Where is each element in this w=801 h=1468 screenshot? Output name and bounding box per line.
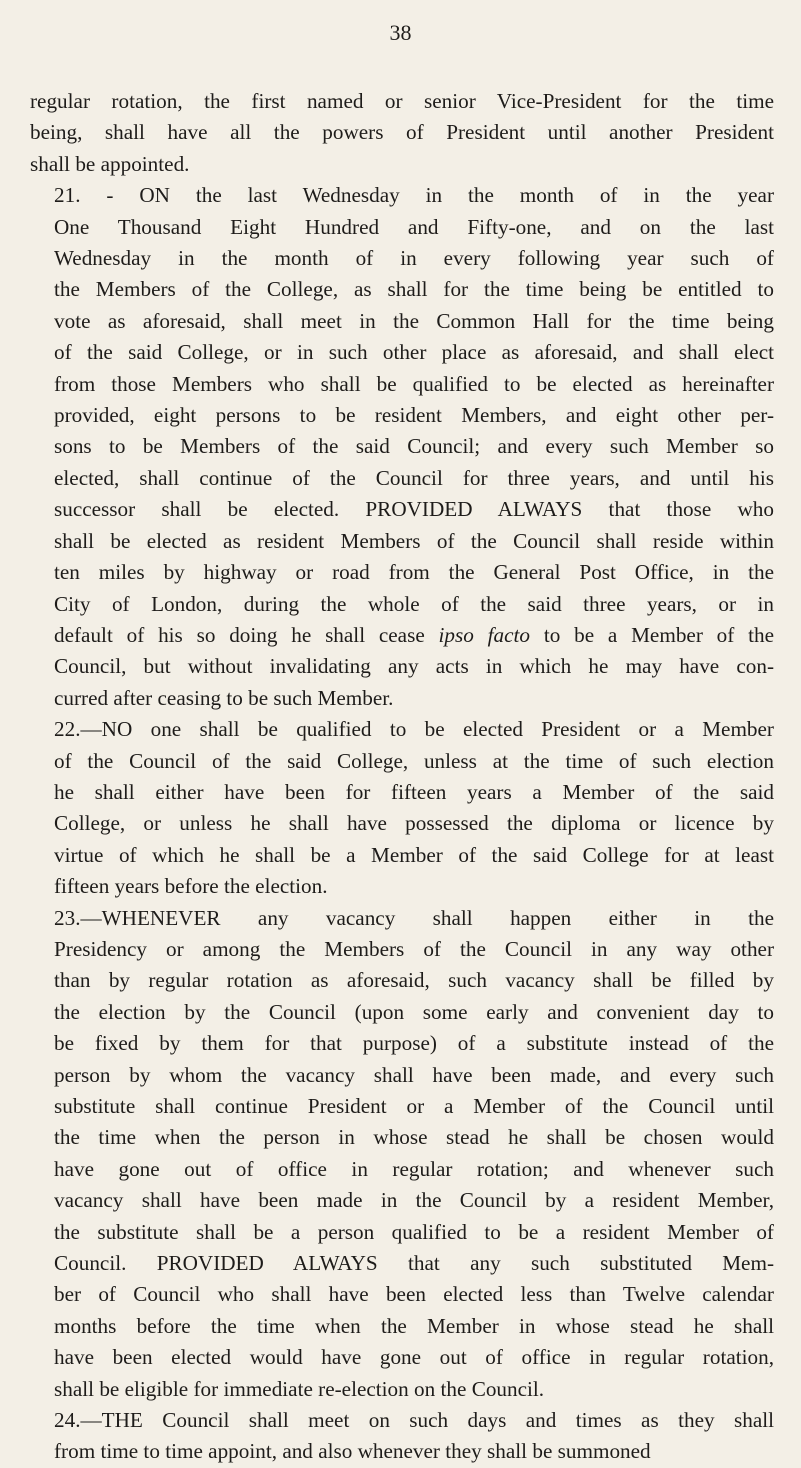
body-text (30, 86, 774, 1468)
text-line: shall be appointed. (30, 151, 190, 176)
text-line: shall be eligible for immediate re-election on the Council. (54, 1376, 545, 1401)
text-line: months before the time when the Member in whose stead he shall (54, 1313, 774, 1338)
text-line: ten miles by highway or road from the General Post Office, in the (54, 560, 774, 585)
text-line: of the said College, or in such other place as aforesaid, and shall elect (54, 340, 774, 365)
paragraph (30, 714, 774, 902)
text-line: 24.—THE Council shall meet on such days and times as they shall (54, 1408, 774, 1433)
text-line: of the Council of the said College, unless at the time of such election (54, 748, 774, 773)
text-line: City of London, during the whole of the said three years, or in (54, 591, 774, 616)
text-line: successor shall be elected. PROVIDED ALWAYS that those who (54, 497, 774, 522)
text-line: from time to time appoint, and also whenever they shall be summoned (54, 1439, 651, 1464)
text-line: curred after ceasing to be such Member. (54, 685, 394, 710)
text-line: he shall either have been for fifteen years a Member of the said (54, 779, 774, 804)
text-line: vote as aforesaid, shall meet in the Common Hall for the time being (54, 308, 774, 333)
text-line: 23.—WHENEVER any vacancy shall happen either in the (54, 905, 774, 930)
text-line: sons to be Members of the said Council; and every such Member so (54, 434, 774, 459)
text-line: default of his so doing he shall cease ipso facto to be a Member of the (54, 622, 774, 647)
text-line: have gone out of office in regular rotation; and whenever such (54, 1156, 774, 1181)
text-line: have been elected would have gone out of office in regular rotation, (54, 1345, 774, 1370)
text-line: the substitute shall be a person qualified to be a resident Member of (54, 1219, 774, 1244)
text-line: 22.—NO one shall be qualified to be elected President or a Member (54, 717, 774, 742)
text-line: College, or unless he shall have possessed the diploma or licence by (54, 811, 774, 836)
text-line: virtue of which he shall be a Member of the said College for at least (54, 842, 774, 867)
text-line: substitute shall continue President or a Member of the Council until (54, 1094, 774, 1118)
text-line: Wednesday in the month of in every following year such of (54, 246, 774, 271)
page-number: 38 (389, 20, 412, 45)
text-line: 21. - ON the last Wednesday in the month of in the year (54, 183, 774, 208)
paragraph (30, 86, 774, 180)
text-line: from those Members who shall be qualified to be elected as hereinafter (54, 371, 774, 396)
text-line: provided, eight persons to be resident Members, and eight other per- (54, 403, 774, 428)
paragraph (30, 180, 774, 714)
text-line: be fixed by them for that purpose) of a substitute instead of the (54, 1031, 774, 1056)
text-line: regular rotation, the first named or senior Vice-President for the time (30, 89, 774, 113)
text-line: than by regular rotation as aforesaid, such vacancy shall be filled by (54, 968, 774, 993)
text-line: the Members of the College, as shall for the time being be entitled to (54, 277, 774, 302)
text-line: Council. PROVIDED ALWAYS that any such substituted Mem- (54, 1251, 774, 1276)
text-line: person by whom the vacancy shall have been made, and every such (54, 1062, 774, 1087)
text-line: fifteen years before the election. (54, 874, 328, 899)
text-line: Council, but without invalidating any acts in which he may have con- (54, 654, 774, 679)
text-line: the election by the Council (upon some early and convenient day to (54, 999, 774, 1024)
text-line: ber of Council who shall have been elected less than Twelve calendar (54, 1282, 774, 1307)
paragraph (30, 903, 774, 1406)
text-line: shall be elected as resident Members of the Council shall reside within (54, 528, 774, 553)
text-line: Presidency or among the Members of the Council in any way other (54, 936, 774, 961)
text-line: elected, shall continue of the Council for three years, and until his (54, 465, 774, 490)
text-line: vacancy shall have been made in the Council by a resident Member, (54, 1188, 774, 1213)
text-line: being, shall have all the powers of President until another President (30, 120, 774, 145)
paragraph (30, 1405, 774, 1468)
text-line: One Thousand Eight Hundred and Fifty-one, and on the last (54, 214, 774, 239)
text-line: the time when the person in whose stead he shall be chosen would (54, 1125, 774, 1150)
